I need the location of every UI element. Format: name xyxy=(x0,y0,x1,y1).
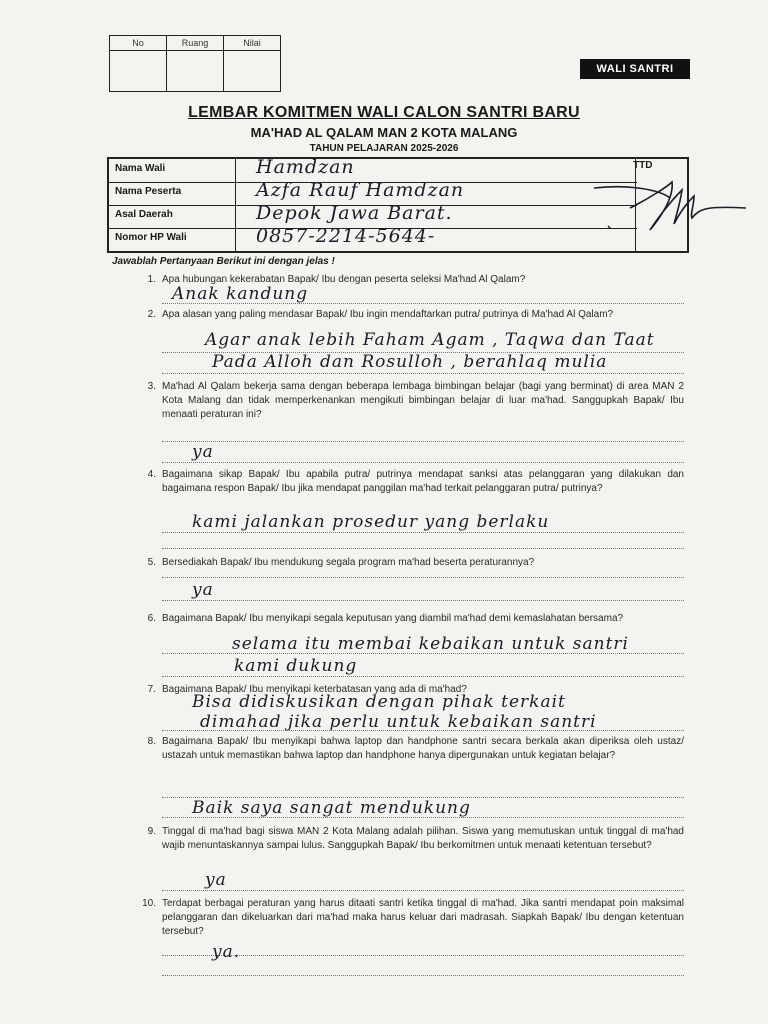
question-number: 1. xyxy=(147,274,156,285)
answer-line: dimahad jika perlu untuk kebaikan santri xyxy=(200,712,597,732)
question-number: 6. xyxy=(147,613,156,624)
signature-icon xyxy=(590,178,750,238)
question-text: Ma'had Al Qalam bekerja sama dengan beberapa lembaga bimbingan belajar (bagi yang berminat) di area MAN 2 Kota Malang dan tidak memperkenankan mengikuti bimbingan belajar di luar ma'had. Sanggupkah Bapak/ Ibu menaati peraturan ini? xyxy=(162,381,684,420)
question-number: 5. xyxy=(147,557,156,568)
answer-dots xyxy=(162,600,684,601)
document-title: LEMBAR KOMITMEN WALI CALON SANTRI BARU xyxy=(188,104,580,121)
answer-line: ya xyxy=(192,580,214,600)
answer-dots xyxy=(162,975,684,976)
score-cell-nilai xyxy=(224,51,281,92)
score-cell-ruang xyxy=(167,51,224,92)
answer-line: Pada Alloh dan Rosulloh , berahlaq mulia xyxy=(212,352,608,372)
answer-dots xyxy=(162,730,684,731)
answer-dots xyxy=(162,352,684,353)
question-number: 8. xyxy=(147,736,156,747)
answer-dots xyxy=(162,462,684,463)
question-number: 10. xyxy=(142,898,156,909)
academic-year: TAHUN PELAJARAN 2025-2026 xyxy=(309,143,459,154)
question-number: 9. xyxy=(147,826,156,837)
answer-dots xyxy=(162,373,684,374)
question-text: Bagaimana sikap Bapak/ Ibu apabila putra/ putrinya mendapat sanksi atas pelanggaran yang dilakukan dan bagaimana respon Bapak/ Ibu jika mendapat panggilan ma'had terkait pelanggaran putra/ putrinya? xyxy=(162,469,684,494)
score-header-nilai: Nilai xyxy=(224,36,281,51)
answer-line: kami jalankan prosedur yang berlaku xyxy=(192,512,550,532)
answer-dots xyxy=(162,441,684,442)
document-subtitle: MA'HAD AL QALAM MAN 2 KOTA MALANG xyxy=(250,125,518,140)
answer-line: Anak kandung xyxy=(172,284,309,304)
answer-dots xyxy=(162,955,684,956)
question-text: Bagaimana Bapak/ Ibu menyikapi keterbatasan yang ada di ma'had? xyxy=(162,684,467,695)
question-text: Bagaimana Bapak/ Ibu menyikapi segala keputusan yang diambil ma'had demi kemaslahatan bersama? xyxy=(162,613,624,624)
answer-dots xyxy=(162,577,684,578)
question-text: Bagaimana Bapak/ Ibu menyikapi bahwa laptop dan handphone santri secara berkala akan diperiksa oleh ustaz/ ustazah untuk memastikan bahwa laptop dan handphone hanya dipergunakan untuk kegiatan belajar? xyxy=(162,736,684,761)
question-text: Terdapat berbagai peraturan yang harus ditaati santri ketika tinggal di ma'had. Jika santri mendapat poin maksimal pelanggaran dan dikeluarkan dari ma'had maka harus keluar dari madrasah. Siapkah Bapak/ Ibu dengan ketentuan tersebut? xyxy=(162,898,684,937)
answer-line: Baik saya sangat mendukung xyxy=(192,798,471,818)
question-text: Apa alasan yang paling mendasar Bapak/ Ibu ingin mendaftarkan putra/ putrinya di Ma'had Al Qalam? xyxy=(162,309,614,320)
question-text: Tinggal di ma'had bagi siswa MAN 2 Kota Malang adalah pilihan. Siswa yang memutuskan untuk tinggal di ma'had wajib menuntaskannya sampai lulus. Sanggupkah Bapak/ Ibu berkomitmen untuk menaati ketentuan tersebut? xyxy=(162,826,684,851)
question-number: 7. xyxy=(147,684,156,695)
answer-line: ya. xyxy=(212,942,241,962)
answer-line: Bisa didiskusikan dengan pihak terkait xyxy=(192,692,566,712)
answer-line: Agar anak lebih Faham Agam , Taqwa dan Taat xyxy=(205,330,655,350)
identity-value: 0857-2214-5644- xyxy=(256,225,436,247)
role-badge: WALI SANTRI xyxy=(580,59,690,79)
identity-label: Nama Peserta xyxy=(109,182,236,205)
ttd-label: TTD xyxy=(633,160,653,171)
identity-value: Hamdzan xyxy=(256,156,355,178)
answer-dots xyxy=(162,890,684,891)
instruction: Jawablah Pertanyaan Berikut ini dengan jelas ! xyxy=(112,256,335,267)
answer-dots xyxy=(162,676,684,677)
identity-row xyxy=(109,225,637,252)
answer-dots xyxy=(162,653,684,654)
question-text: Bersediakah Bapak/ Ibu mendukung segala program ma'had beserta peraturannya? xyxy=(162,557,535,568)
answer-dots xyxy=(162,532,684,533)
answer-line: ya xyxy=(192,442,214,462)
identity-label: Nama Wali xyxy=(109,159,236,182)
answer-dots xyxy=(162,548,684,549)
identity-value: Depok Jawa Barat. xyxy=(256,202,453,224)
score-header-no: No xyxy=(110,36,167,51)
answer-dots xyxy=(162,817,684,818)
identity-label: Asal Daerah xyxy=(109,205,236,228)
question-text: Apa hubungan kekerabatan Bapak/ Ibu dengan peserta seleksi Ma'had Al Qalam? xyxy=(162,274,526,285)
score-box xyxy=(109,35,281,92)
score-cell-no xyxy=(110,51,167,92)
question-number: 4. xyxy=(147,469,156,480)
score-header-ruang: Ruang xyxy=(167,36,224,51)
answer-line: ya xyxy=(205,870,227,890)
identity-label: Nomor HP Wali xyxy=(109,228,236,251)
answer-line: kami dukung xyxy=(234,656,358,676)
answer-dots xyxy=(162,303,684,304)
question-number: 3. xyxy=(147,381,156,392)
question-number: 2. xyxy=(147,309,156,320)
answer-line: selama itu membai kebaikan untuk santri xyxy=(232,634,629,654)
identity-value: Azfa Rauf Hamdzan xyxy=(256,179,465,201)
